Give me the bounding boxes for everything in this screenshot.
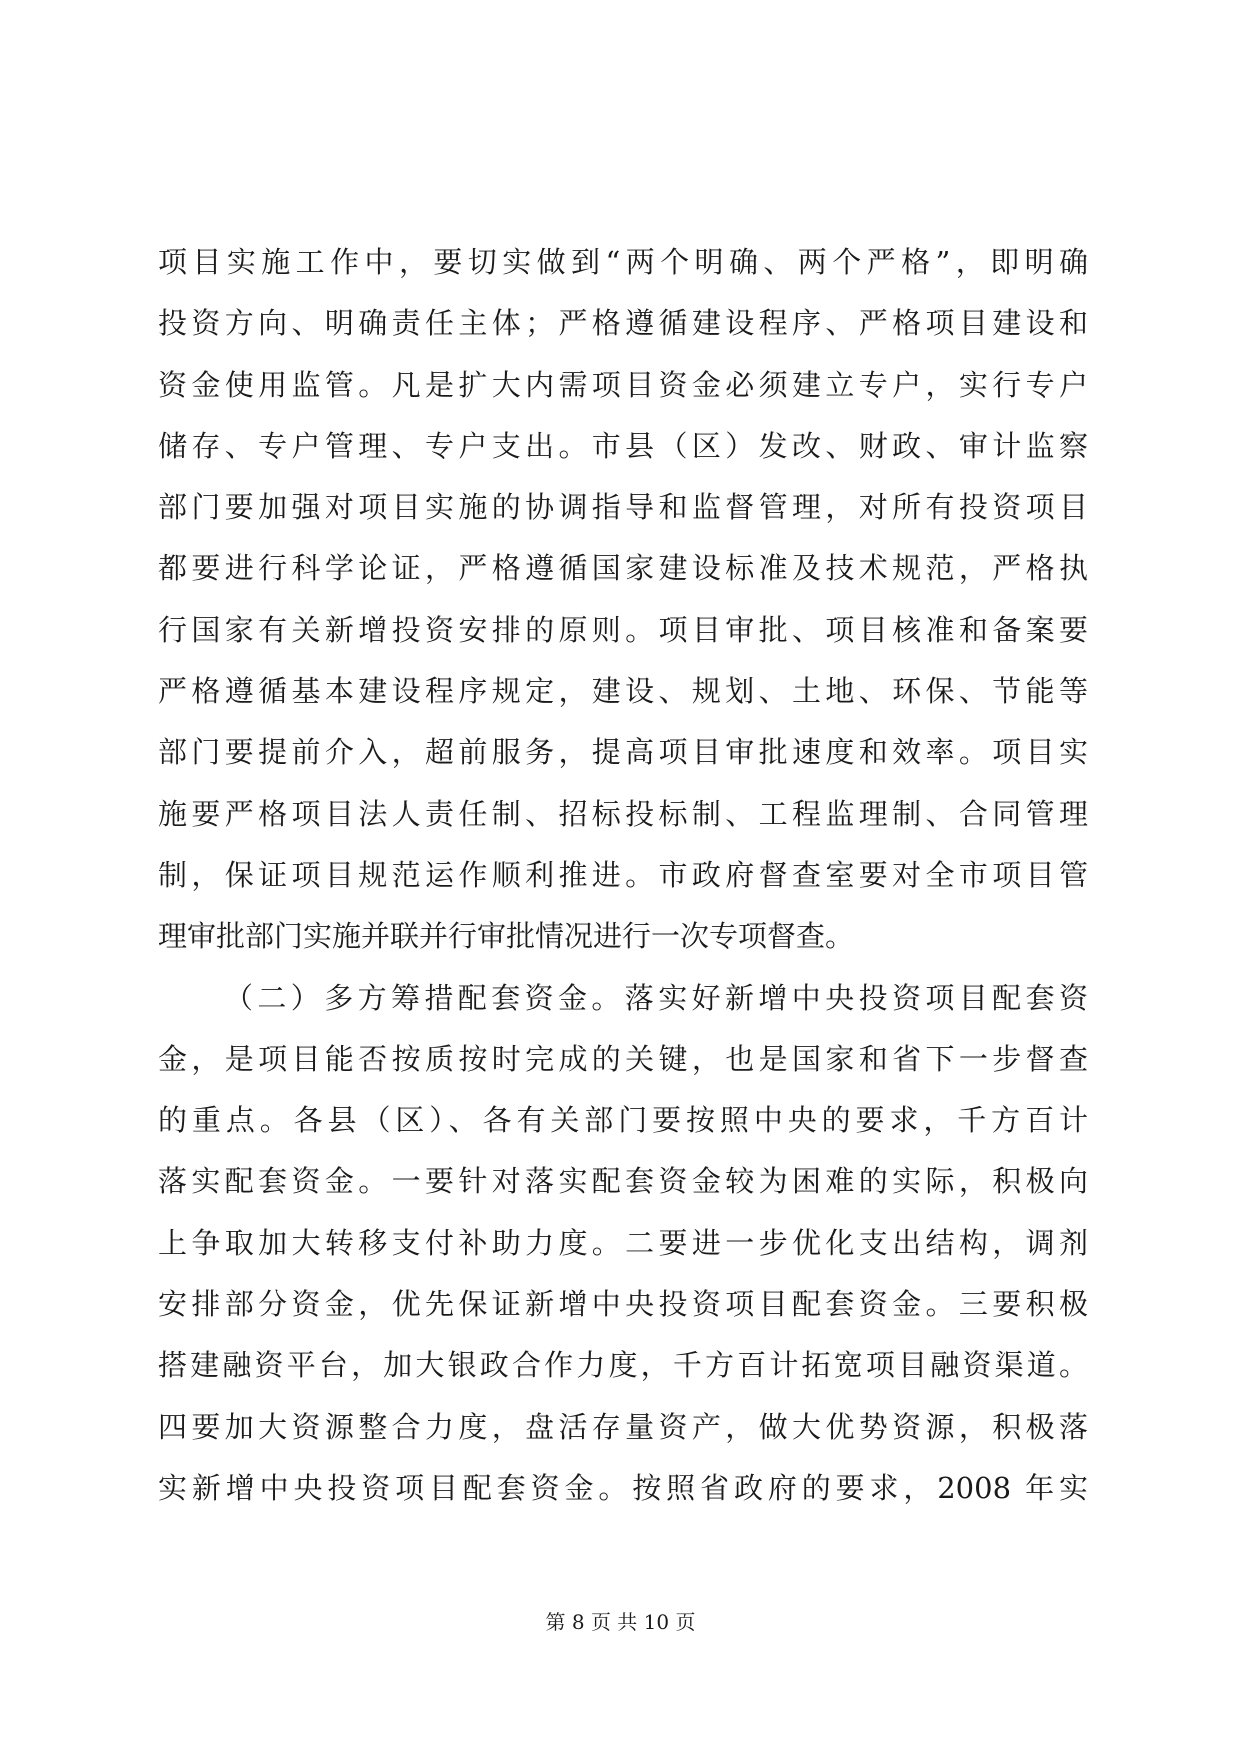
text-line: 四要加大资源整合力度，盘活存量资产，做大优势资源，积极落	[158, 1409, 1088, 1444]
text-line: 金，是项目能否按质按时完成的关键，也是国家和省下一步督查	[158, 1041, 1088, 1076]
page-footer	[0, 1608, 1241, 1636]
text-line: 落实配套资金。一要针对落实配套资金较为困难的实际，积极向	[158, 1164, 1088, 1199]
text-line: 项目实施工作中，要切实做到“两个明确、两个严格”，即明确	[158, 245, 1088, 279]
text-line: 制，保证项目规范运作顺利推进。市政府督查室要对全市项目管	[158, 857, 1088, 892]
text-line: 施要严格项目法人责任制、招标投标制、工程监理制、合同管理	[158, 796, 1088, 831]
text-line: 上争取加大转移支付补助力度。二要进一步优化支出结构，调剂	[158, 1225, 1088, 1260]
text-line: 部门要提前介入，超前服务，提高项目审批速度和效率。项目实	[158, 735, 1088, 770]
text-line: （二）多方筹措配套资金。落实好新增中央投资项目配套资	[224, 980, 1088, 1015]
text-line: 严格遵循基本建设程序规定，建设、规划、土地、环保、节能等	[158, 674, 1088, 709]
document-body	[158, 232, 1088, 1519]
text-line: 的重点。各县（区）、各有关部门要按照中央的要求，千方百计	[158, 1103, 1088, 1138]
text-line: 安排部分资金，优先保证新增中央投资项目配套资金。三要积极	[158, 1287, 1088, 1322]
text-line: 实新增中央投资项目配套资金。按照省政府的要求，2008 年实	[158, 1470, 1088, 1505]
text-line: 理审批部门实施并联并行审批情况进行一次专项督查。	[158, 919, 855, 954]
text-line: 部门要加强对项目实施的协调指导和监督管理，对所有投资项目	[158, 490, 1088, 525]
text-line: 行国家有关新增投资安排的原则。项目审批、项目核准和备案要	[158, 612, 1088, 647]
page-number-label: 第 8 页 共 10 页	[545, 1610, 696, 1634]
text-line: 都要进行科学论证，严格遵循国家建设标准及技术规范，严格执	[158, 551, 1088, 586]
text-line: 资金使用监管。凡是扩大内需项目资金必须建立专户，实行专户	[158, 367, 1088, 402]
text-line: 投资方向、明确责任主体；严格遵循建设程序、严格项目建设和	[158, 306, 1088, 341]
text-line: 搭建融资平台，加大银政合作力度，千方百计拓宽项目融资渠道。	[158, 1348, 1088, 1383]
text-line: 储存、专户管理、专户支出。市县（区）发改、财政、审计监察	[158, 428, 1088, 463]
